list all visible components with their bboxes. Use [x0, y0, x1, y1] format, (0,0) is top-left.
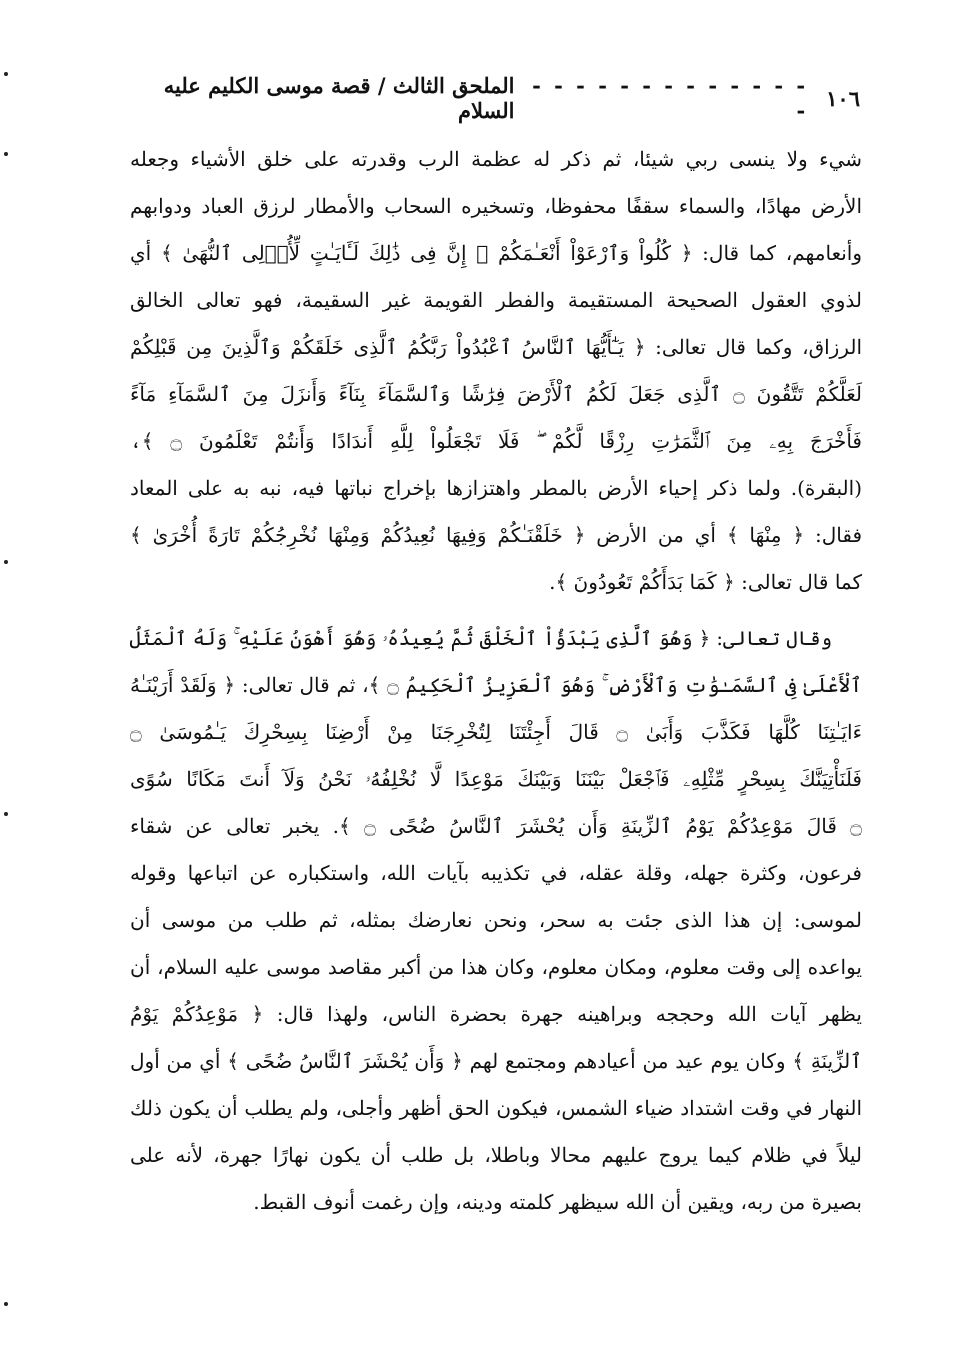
text-line: الرزاق، وكما قال تعالى: ﴿ يَـٰٓأَيُّهَا ٱلنَّاسُ ٱعْبُدُواْ رَبَّكُمُ ٱلَّذِى خَلَقَكُمْ وَٱلَّذِينَ مِن قَبْلِكُمْ — [130, 335, 862, 359]
text-line: يواعده إلى وقت معلوم، ومكان معلوم، وكان هذا من أكبر مقاصد موسى عليه السلام، أن — [130, 955, 862, 979]
text-line: كما قال تعالى: ﴿ كَمَا بَدَأَكُمْ تَعُودُونَ ﴾. — [549, 570, 862, 594]
text-line: شيء ولا ينسى ربي شيئا، ثم ذكر له عظمة الرب وقدرته على خلق الأشياء وجعله — [130, 147, 862, 171]
page-number: ١٠٦ — [826, 85, 860, 111]
text-line: ۝ قَالَ مَوْعِدُكُمْ يَوْمُ ٱلزِّينَةِ وَأَن يُحْشَرَ ٱلنَّاسُ ضُحًى ۝ ﴾. يخبر تعالى عن شقاء — [130, 814, 862, 838]
text-line: فقال: ﴿ مِنْهَا ﴾ أي من الأرض ﴿ خَلَقْنَـٰكُمْ وَفِيهَا نُعِيدُكُمْ وَمِنْهَا نُخْرِجُكُمْ تَارَةً أُخْرَىٰ ﴾ — [130, 523, 862, 547]
scan-speck — [4, 72, 8, 76]
text-line: وأنعامهم، كما قال: ﴿ كُلُواْ وَٱرْعَوْاْ أَنْعَـٰمَكُمْ ۗ إِنَّ فِى ذَٰلِكَ لَـَٔايَـٰتٍ لِّأُو۟لِى ٱلنُّهَىٰ ﴾ أي — [130, 241, 862, 265]
running-header — [120, 73, 860, 123]
text-line: فرعون، وكثرة جهله، وقلة عقله، في تكذيبه بآيات الله، واستكباره عن اتباعها وقوله — [130, 861, 862, 885]
body-text — [130, 136, 862, 1226]
scan-speck — [4, 812, 8, 816]
text-line: ٱلزِّينَةِ ﴾ وكان يوم عيد من أعيادهم ومجتمع لهم ﴿ وَأَن يُحْشَرَ ٱلنَّاسُ ضُحًى ﴾ أي من أول — [130, 1049, 862, 1073]
text-line: ءَايَـٰتِنَا كُلَّهَا فَكَذَّبَ وَأَبَىٰ ۝ قَالَ أَجِئْتَنَا لِتُخْرِجَنَا مِنْ أَرْضِنَا بِسِحْرِكَ يَـٰمُوسَىٰ ۝ — [130, 720, 862, 744]
text-line: فَلَنَأْتِيَنَّكَ بِسِحْرٍ مِّثْلِهِۦ فَٱجْعَلْ بَيْنَنَا وَبَيْنَكَ مَوْعِدًا لَّا نُخْلِفُهُۥ نَحْنُ وَلَآ أَنتَ مَكَانًا سُوًى — [130, 767, 862, 791]
text-line: لذوي العقول الصحيحة المستقيمة والفطر القويمة غير السقيمة، فهو تعالى الخالق — [130, 288, 862, 312]
scan-speck — [4, 152, 8, 156]
header-rule: - - - - - - - - - - - - - - — [532, 73, 809, 123]
scan-speck — [4, 560, 8, 564]
text-line: ليلاً في ظلام كيما يروج عليهم محالا وباطلا، بل طلب أن يكون نهارًا جهرة، لأنه على — [130, 1143, 862, 1167]
paragraph — [130, 136, 862, 606]
paragraph-gap — [130, 606, 862, 615]
text-line: لموسى: إن هذا الذى جئت به سحر، ونحن نعارضك بمثله، ثم طلب من موسى أن — [130, 908, 862, 932]
paragraph — [130, 615, 862, 1226]
text-line: فَأَخْرَجَ بِهِۦ مِنَ ٱلثَّمَرَٰتِ رِزْقًا لَّكُمْ ۖ فَلَا تَجْعَلُواْ لِلَّهِ أَندَادًا وَأَنتُمْ تَعْلَمُونَ ۝ ﴾، — [130, 429, 862, 453]
text-line: (البقرة). ولما ذكر إحياء الأرض بالمطر واهتزازها بإخراج نباتها فيه، نبه به على المعاد — [130, 476, 862, 500]
text-line: لَعَلَّكُمْ تَتَّقُونَ ۝ ٱلَّذِى جَعَلَ لَكُمُ ٱلْأَرْضَ فِرَٰشًا وَٱلسَّمَآءَ بِنَآءً وَأَنزَلَ مِنَ ٱلسَّمَآءِ مَآءً — [130, 382, 862, 406]
scan-speck — [4, 1302, 8, 1306]
text-line: بصيرة من ربه، ويقين أن الله سيظهر كلمته ودينه، وإن رغمت أنوف القبط. — [253, 1190, 862, 1214]
text-line: النهار في وقت اشتداد ضياء الشمس، فيكون الحق أظهر وأجلى، ولم يطلب أن يكون ذلك — [130, 1096, 862, 1120]
text-line: يظهر آيات الله وحججه وبراهينه جهرة بحضرة الناس، ولهذا قال: ﴿ مَوْعِدُكُمْ يَوْمُ — [130, 1002, 862, 1026]
text-line: الأرض مهادًا، والسماء سقفًا محفوظا، وتسخيره السحاب والأمطار لرزق العباد ودوابهم — [130, 194, 862, 218]
header-title: الملحق الثالث / قصة موسى الكليم عليه السلام — [163, 73, 515, 123]
text-line: وقال تعالى: ﴿ وَهُوَ ٱلَّذِى يَبْدَؤُاْ ٱلْخَلْقَ ثُمَّ يُعِيدُهُۥ وَهُوَ أَهْوَنُ عَلَيْهِ ۚ وَلَهُ ٱلْمَثَلُ — [129, 627, 832, 650]
text-line: ٱلْأَعْلَىٰ فِى ٱلسَّمَـٰوَٰتِ وَٱلْأَرْضِ ۚ وَهُوَ ٱلْعَزِيزُ ٱلْحَكِيمُ ۝ ﴾، ثم قال تعالى: ﴿ وَلَقَدْ أَرَيْنَـٰهُ — [130, 673, 862, 697]
